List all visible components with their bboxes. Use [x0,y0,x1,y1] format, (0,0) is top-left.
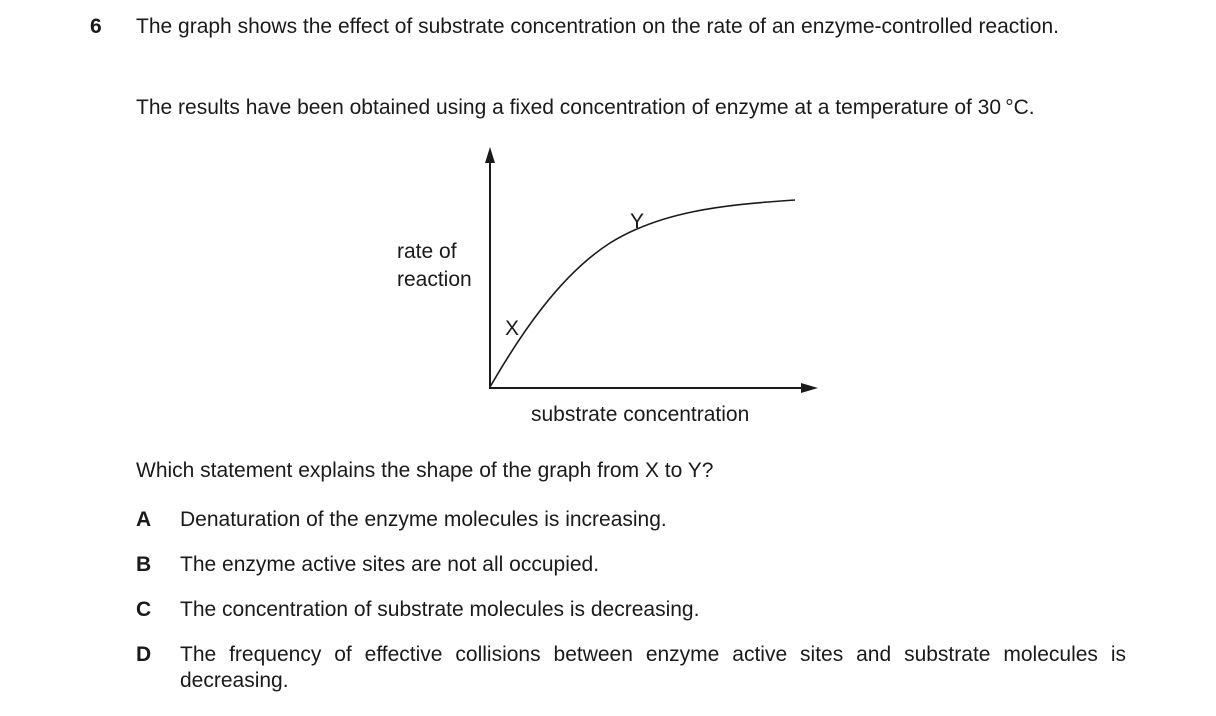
option-letter: C [136,598,152,621]
question-number: 6 [90,15,102,38]
question-info: The results have been obtained using a fixed concentration of enzyme at a temperature of 30 °C. [136,96,1035,119]
x-axis-label: substrate concentration [531,403,750,426]
y-axis-arrowhead [485,147,495,163]
x-axis-arrowhead [801,383,818,393]
y-axis-label-line1: rate of [397,240,457,263]
y-axis-label-line2: reaction [397,268,472,291]
option-letter: B [136,553,152,576]
option-letter: D [136,643,152,666]
option-text: The frequency of effective collisions between enzyme active sites and substrate molecules is decreasing. [180,643,1126,692]
option-letter: A [136,508,152,531]
option-text: Denaturation of the enzyme molecules is increasing. [180,508,667,531]
point-x-label: X [505,317,520,340]
option-text: The concentration of substrate molecules is decreasing. [180,598,700,621]
question-stem: The graph shows the effect of substrate concentration on the rate of an enzyme-controlled reaction. [136,15,1059,38]
option-text: The enzyme active sites are not all occupied. [180,553,600,576]
question-prompt: Which statement explains the shape of the graph from X to Y? [136,459,714,482]
point-y-label: Y [630,210,645,233]
